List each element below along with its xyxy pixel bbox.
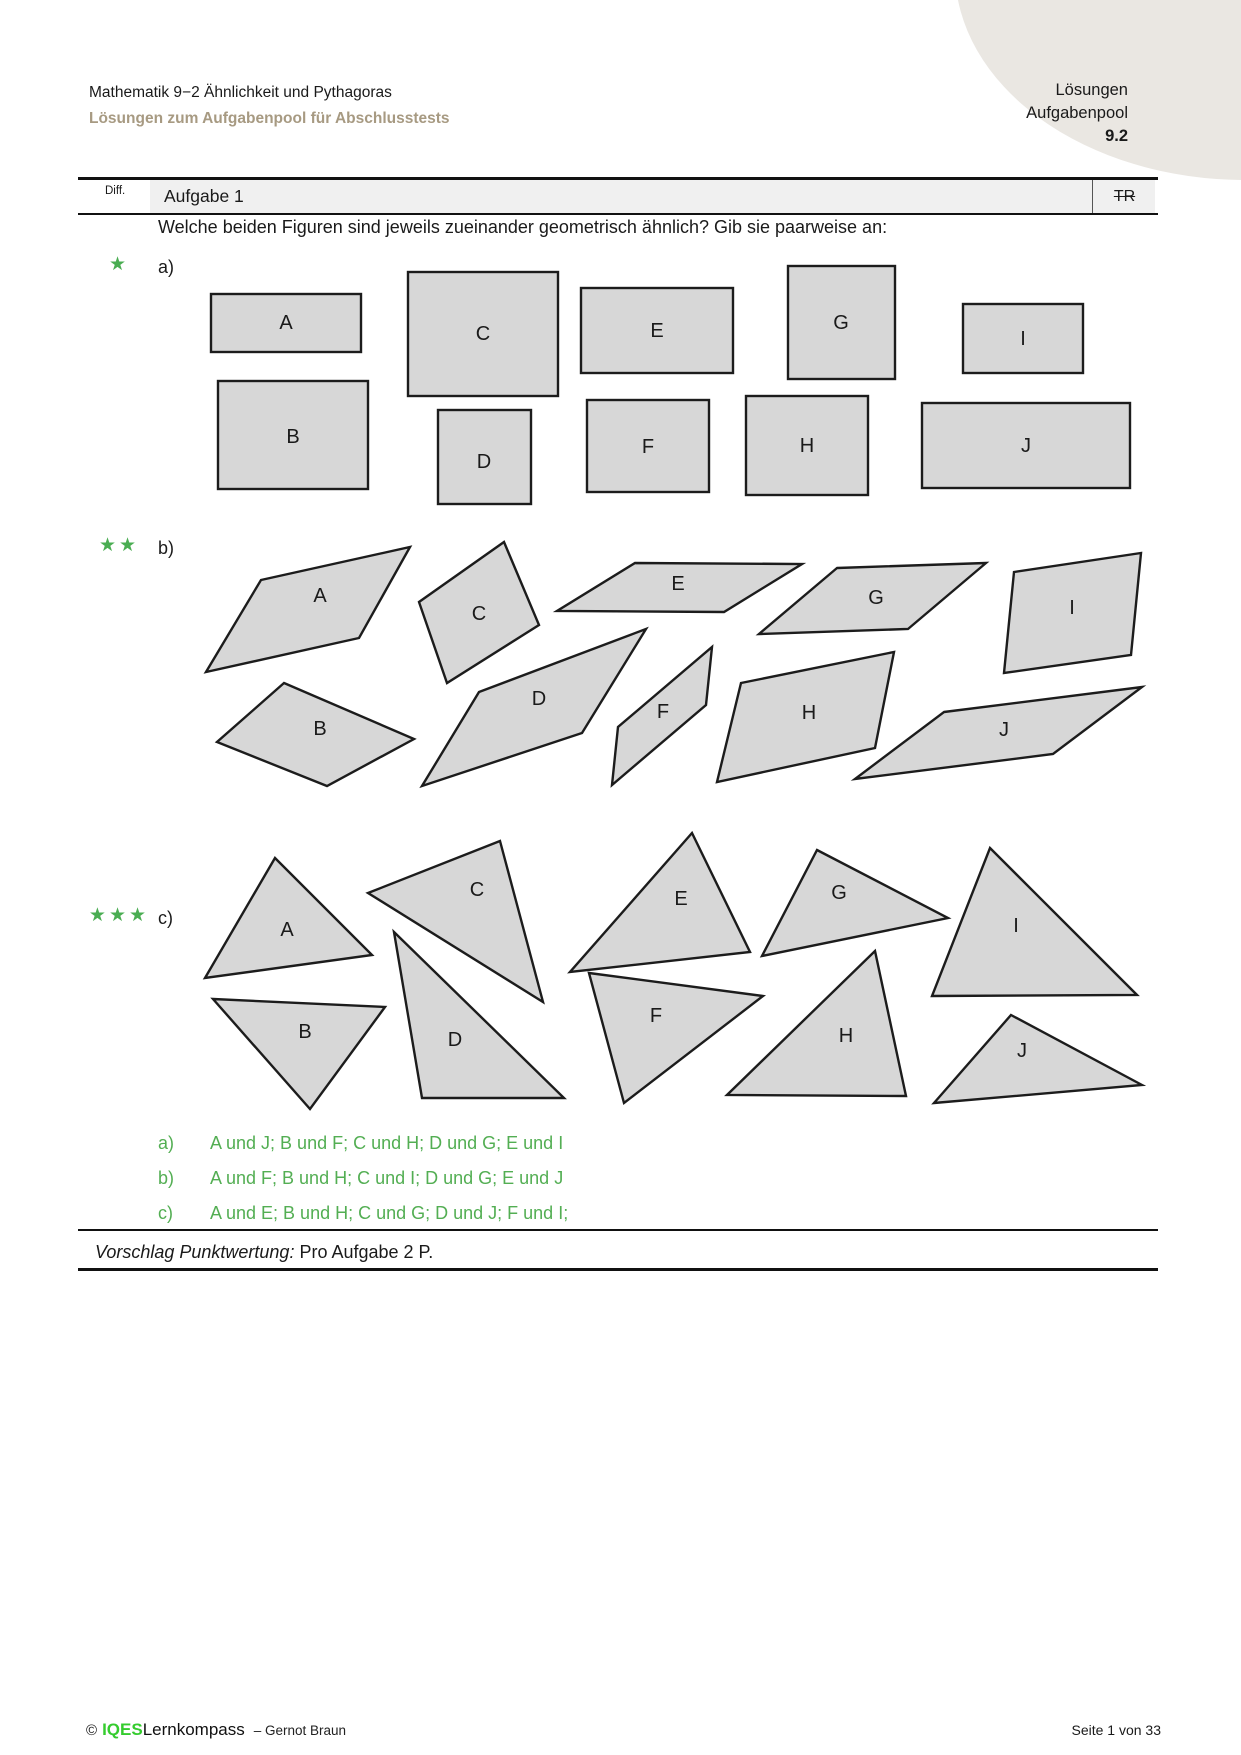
diff-label: Diff. xyxy=(105,185,126,197)
figure xyxy=(589,973,763,1103)
figure-label: E xyxy=(674,888,688,910)
figure-shape xyxy=(368,841,543,1002)
figure-label: H xyxy=(838,1025,854,1047)
copyright-icon: © xyxy=(86,1722,98,1739)
figure-shape xyxy=(932,848,1137,996)
brand-iqes: IQES xyxy=(102,1720,143,1739)
figure-label: C xyxy=(469,879,485,901)
star-icon: ★ xyxy=(119,535,140,556)
answer-label: c) xyxy=(158,1203,173,1223)
figure xyxy=(762,850,948,956)
figure xyxy=(206,547,410,672)
tr-label: TR xyxy=(1113,187,1136,205)
answer-row xyxy=(158,1166,563,1190)
figure-label: G xyxy=(868,587,884,609)
figure-shape xyxy=(213,999,385,1109)
figure xyxy=(217,683,414,786)
figure-label: F xyxy=(656,701,670,723)
figure-label: A xyxy=(280,919,294,941)
star-icon: ★ xyxy=(98,535,119,556)
answer-text: A und J; B und F; C und H; D und G; E und I xyxy=(210,1133,564,1153)
task-title: Aufgabe 1 xyxy=(164,186,244,206)
tr-cell xyxy=(1092,180,1156,213)
section-c-label: c) xyxy=(158,908,173,928)
figure xyxy=(570,833,750,972)
scoring-line xyxy=(95,1242,433,1263)
page-number: Seite 1 von 33 xyxy=(1071,1722,1161,1738)
answer-text: A und F; B und H; C und I; D und G; E und J xyxy=(210,1168,564,1188)
figure-shape xyxy=(727,951,906,1096)
figure xyxy=(759,563,986,634)
header-subtitle: Lösungen zum Aufgabenpool für Abschlusstests xyxy=(89,110,450,127)
header-corner xyxy=(1026,79,1128,148)
star-icon: ★ xyxy=(108,905,130,926)
figure xyxy=(855,687,1142,779)
figure xyxy=(1004,553,1141,673)
figure-shape xyxy=(206,547,410,672)
figure xyxy=(211,294,361,352)
star-icon: ★ xyxy=(88,905,109,926)
figure-label: H xyxy=(801,702,817,724)
figure-label: D xyxy=(476,451,492,473)
figure xyxy=(438,410,531,504)
figure-label: G xyxy=(833,312,849,334)
figures-section-a xyxy=(0,230,1241,510)
figure-label: F xyxy=(641,436,655,458)
figure-label: E xyxy=(650,320,664,342)
figure xyxy=(213,999,385,1109)
figure xyxy=(717,652,894,782)
figure-label: J xyxy=(1017,1040,1027,1062)
answer-label: a) xyxy=(158,1133,175,1153)
footer-author: – Gernot Braun xyxy=(253,1723,347,1738)
question-text: Welche beiden Figuren sind jeweils zueinander geometrisch ähnlich? Gib sie paarweise an: xyxy=(158,217,888,237)
figure-label: A xyxy=(313,585,327,607)
answer-row xyxy=(158,1131,563,1155)
answer-label: b) xyxy=(158,1168,175,1188)
rule-bottom xyxy=(78,213,1158,215)
figure xyxy=(612,647,712,785)
figure-shape xyxy=(934,1015,1142,1103)
figure xyxy=(218,381,368,489)
figure xyxy=(205,858,372,978)
figure-label: C xyxy=(471,603,487,625)
task-bar-row xyxy=(78,180,1158,213)
figure xyxy=(934,1015,1142,1103)
figure-label: I xyxy=(1020,328,1026,350)
figures-section-b xyxy=(0,535,1241,800)
figure-shape xyxy=(589,973,763,1103)
task-bar-fill xyxy=(150,180,1155,213)
answer-row xyxy=(158,1201,568,1225)
figure xyxy=(408,272,558,396)
figure xyxy=(746,396,868,495)
figure-label: A xyxy=(279,312,293,334)
figure-label: G xyxy=(831,882,847,904)
star-icon: ★ xyxy=(129,905,150,926)
section-a-label: a) xyxy=(158,257,175,277)
figure-shape xyxy=(762,850,948,956)
figure-label: B xyxy=(298,1021,312,1043)
figure-shape xyxy=(570,833,750,972)
header-course: Mathematik 9−2 Ähnlichkeit und Pythagoras xyxy=(89,84,392,101)
figure xyxy=(587,400,709,492)
figures-section-c xyxy=(0,825,1241,1125)
figure-label: D xyxy=(447,1029,463,1051)
figure-label: B xyxy=(313,718,327,740)
figure-label: D xyxy=(531,688,547,710)
figure-label: J xyxy=(1021,435,1031,457)
figure-label: J xyxy=(999,719,1009,741)
corner-version: 9.2 xyxy=(1105,127,1128,145)
figure-label: C xyxy=(475,323,491,345)
corner-line1: Lösungen xyxy=(1055,81,1128,99)
figure xyxy=(932,848,1137,996)
figure xyxy=(368,841,543,1002)
section-b-label: b) xyxy=(158,538,175,558)
figure-shape xyxy=(205,858,372,978)
figure xyxy=(963,304,1083,373)
figure-label: E xyxy=(671,573,685,595)
figure xyxy=(922,403,1130,488)
scoring-value: Pro Aufgabe 2 P. xyxy=(299,1242,434,1262)
brand-lernkompass: Lernkompass xyxy=(142,1720,245,1739)
rule-above-scoring xyxy=(78,1229,1158,1231)
figure xyxy=(788,266,895,379)
star-icon: ★ xyxy=(108,254,130,275)
figure-label: I xyxy=(1069,597,1075,619)
figure xyxy=(581,288,733,373)
figure-label: H xyxy=(799,435,815,457)
scoring-label: Vorschlag Punktwertung: xyxy=(95,1242,295,1262)
figure-label: F xyxy=(649,1005,663,1027)
figure xyxy=(557,563,802,612)
figure-label: B xyxy=(286,426,300,448)
figure xyxy=(727,951,906,1096)
task-header-bar xyxy=(78,177,1158,215)
figure xyxy=(419,542,539,683)
footer xyxy=(86,1720,346,1740)
corner-line2: Aufgabenpool xyxy=(1026,104,1128,122)
figure-label: I xyxy=(1013,915,1019,937)
rule-below-scoring xyxy=(78,1268,1158,1271)
answer-text: A und E; B und H; C und G; D und J; F und I; xyxy=(210,1203,569,1223)
